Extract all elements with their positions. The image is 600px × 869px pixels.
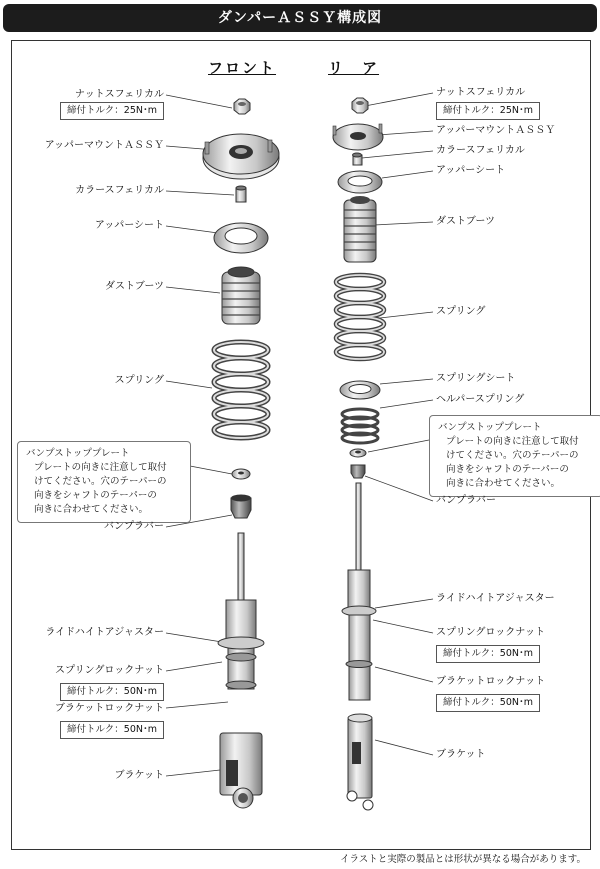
rear-collar-label: カラースフェリカル xyxy=(436,145,525,156)
rear-spring-seat-icon xyxy=(340,381,380,399)
front-dust-boot-icon xyxy=(222,267,260,324)
rear-upper-seat-icon xyxy=(338,171,382,193)
rear-spring-lock-label: スプリングロックナット xyxy=(436,627,545,638)
front-nut-torque: 締付トルク：25N･m xyxy=(60,102,164,120)
rear-spring-seat-label: スプリングシート xyxy=(436,373,516,384)
front-bracket-lock-torque: 締付トルク：50N･m xyxy=(60,721,164,739)
front-bump-rubber-label: バンプラバー xyxy=(104,521,164,532)
front-damper-body-icon xyxy=(218,533,264,689)
rear-ride-height-label: ライドハイトアジャスター xyxy=(436,593,555,604)
rear-column-heading: リ ア xyxy=(328,59,380,77)
front-nut-icon xyxy=(234,99,250,114)
rear-bump-rubber-label: バンプラバー xyxy=(436,495,496,506)
rear-spring-label: スプリング xyxy=(436,306,486,317)
front-upper-mount-icon xyxy=(203,134,279,179)
front-bracket-lock-label: ブラケットロックナット xyxy=(54,703,164,714)
rear-bracket-label: ブラケット xyxy=(436,749,486,760)
front-upper-mount-label: アッパーマウントＡＳＳＹ xyxy=(44,140,164,151)
rear-nut-label: ナットスフェリカル xyxy=(436,87,526,98)
front-bracket-label: ブラケット xyxy=(114,770,164,781)
rear-bump-plate-icon xyxy=(350,449,366,457)
rear-damper-body-icon xyxy=(342,483,376,700)
rear-bump-note xyxy=(429,415,600,497)
front-upper-seat-icon xyxy=(214,223,268,253)
front-ride-height-label: ライドハイトアジャスター xyxy=(45,627,164,638)
rear-helper-spring-label: ヘルパースプリング xyxy=(436,394,525,405)
front-column-heading: フロント xyxy=(208,59,277,77)
front-spring-lock-torque: 締付トルク：50N･m xyxy=(60,683,164,701)
rear-bracket-lock-label: ブラケットロックナット xyxy=(436,676,546,687)
front-bump-rubber-icon xyxy=(231,495,251,519)
front-bracket-icon xyxy=(220,733,262,808)
front-bump-note-body: プレートの向きに注意して取付 けてください。穴のテーパーの 向きをシャフトのテーパーの 向きに合わせてください。 xyxy=(34,462,167,515)
rear-upper-seat-label: アッパーシート xyxy=(436,165,506,176)
disclaimer-footer: イラストと実際の製品とは形状が異なる場合があります。 xyxy=(340,854,586,865)
front-spring-label: スプリング xyxy=(114,375,164,386)
rear-bump-note-title: バンプストッププレート xyxy=(438,422,542,433)
leader-lines xyxy=(166,93,433,776)
rear-bump-note-body: プレートの向きに注意して取付 けてください。穴のテーパーの 向きをシャフトのテーパーの 向きに合わせてください。 xyxy=(446,436,579,489)
rear-nut-torque: 締付トルク：25N･m xyxy=(436,102,540,120)
front-spring-lock-label: スプリングロックナット xyxy=(55,665,164,676)
rear-upper-mount-label: アッパーマウントＡＳＳＹ xyxy=(436,125,556,136)
front-bump-note-title: バンプストッププレート xyxy=(26,448,130,459)
front-upper-seat-label: アッパーシート xyxy=(94,220,164,231)
front-dust-boot-label: ダストブーツ xyxy=(105,281,164,292)
front-bump-note xyxy=(17,441,191,523)
front-collar-label: カラースフェリカル xyxy=(75,185,164,196)
rear-upper-mount-icon xyxy=(333,124,383,150)
rear-bump-rubber-icon xyxy=(351,465,365,478)
page-title: ダンパーＡＳＳＹ構成図 xyxy=(3,4,597,32)
rear-bracket-icon xyxy=(347,714,373,810)
front-nut-label: ナットスフェリカル xyxy=(74,89,164,100)
rear-collar-icon xyxy=(353,153,363,165)
rear-dust-boot-label: ダストブーツ xyxy=(436,216,495,227)
rear-bracket-lock-torque: 締付トルク：50N･m xyxy=(436,694,540,712)
rear-spring-lock-torque: 締付トルク：50N･m xyxy=(436,645,540,663)
front-bump-plate-icon xyxy=(232,469,250,479)
front-collar-icon xyxy=(236,186,246,202)
rear-dust-boot-icon xyxy=(344,196,376,262)
rear-nut-icon xyxy=(352,98,368,113)
rear-helper-spring-icon xyxy=(342,409,378,443)
